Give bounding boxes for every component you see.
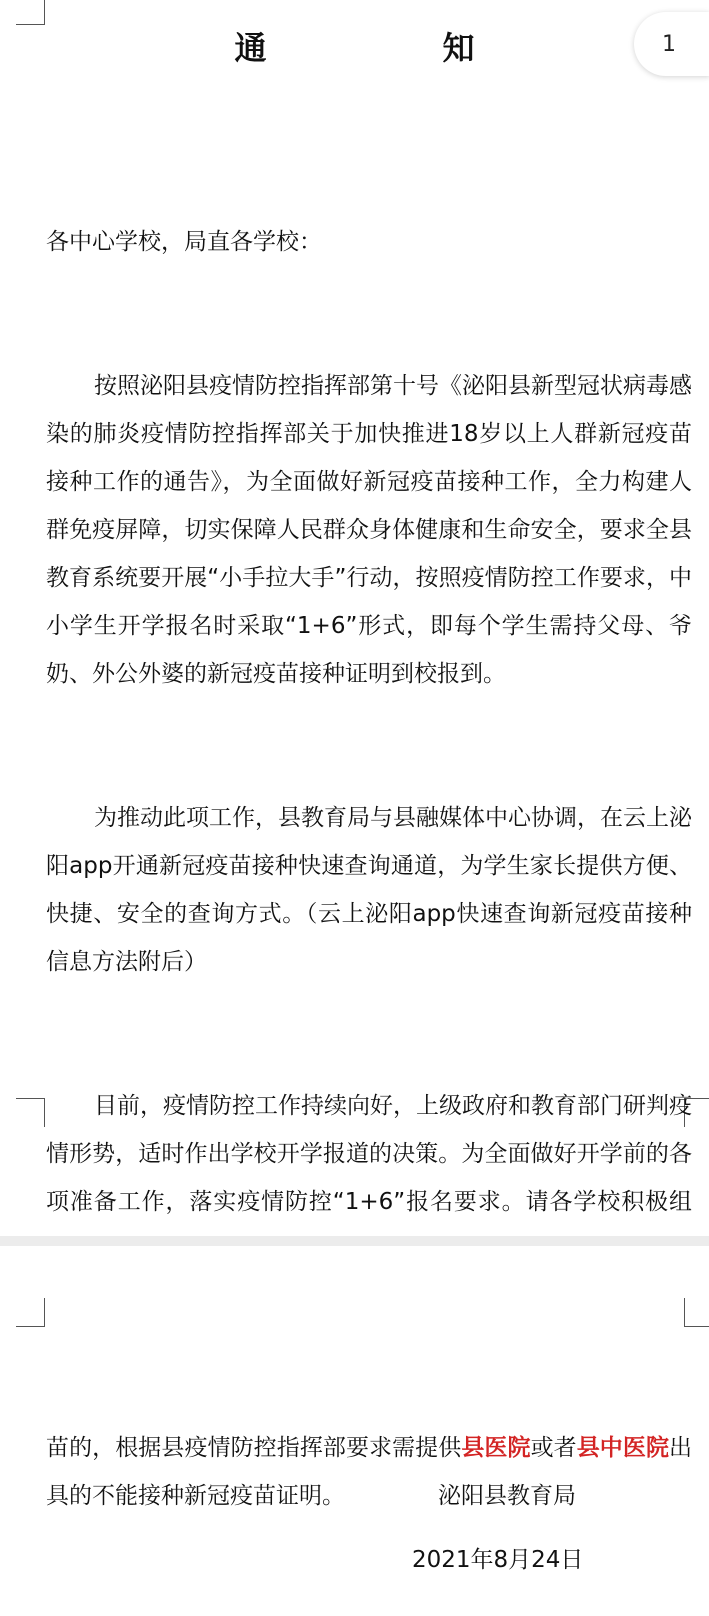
crop-mark-top-right-2: [684, 1298, 709, 1327]
crop-mark-top-left: [16, 0, 45, 25]
continued-text-3: 出具的不能接种新冠疫苗证明。: [46, 1435, 693, 1509]
highlight-county-tcm-hospital: 县中医院: [576, 1435, 670, 1461]
document-body-continued: [46, 1328, 692, 1616]
paragraph-1: 按照泌阳县疫情防控指挥部第十号《泌阳县新型冠状病毒感染的肺炎疫情防控指挥部关于加快推进18岁以上人群新冠疫苗接种工作的通告》，为全面做好新冠疫苗接种工作，全力构建人群免疫屏障，切实保障人民群众身体健康和生命安全，要求全县教育系统要开展“小手拉大手”行动，按照疫情防控工作要求，中小学生开学报名时采取“1+6”形式，即每个学生需持父母、爷奶、外公外婆的新冠疫苗接种证明到校报到。: [46, 373, 692, 687]
signature-org: 泌阳县教育局: [438, 1483, 576, 1509]
highlight-county-hospital: 县医院: [461, 1435, 531, 1461]
continued-text-2: 或者: [530, 1435, 577, 1461]
page-number: 1: [662, 31, 676, 57]
page-separator: [0, 1236, 709, 1246]
salutation: 各中心学校，局直各学校：: [46, 229, 322, 255]
paragraph-3: 目前，疫情防控工作持续向好，上级政府和教育部门研判疫情形势，适时作出学校开学报道的决策。为全面做好开学前的各项准备工作，落实疫情防控“1+6”报名要求。请各学校积极组: [46, 1093, 692, 1215]
continued-paragraph: [46, 1424, 692, 1520]
continued-text-1: 苗的，根据县疫情防控指挥部要求需提供: [46, 1435, 462, 1461]
paragraph-2: 为推动此项工作，县教育局与县融媒体中心协调，在云上泌阳app开通新冠疫苗接种快速查询通道，为学生家长提供方便、快捷、安全的查询方式。（云上泌阳app快速查询新冠疫苗接种信息方法附后）: [46, 805, 692, 975]
document-title: 通 知: [234, 29, 547, 67]
document-page-2: [0, 1246, 709, 1600]
signature-date: 2021年8月24日: [412, 1547, 584, 1573]
crop-mark-bottom-left: [16, 1098, 45, 1127]
crop-mark-top-left-2: [16, 1298, 45, 1327]
